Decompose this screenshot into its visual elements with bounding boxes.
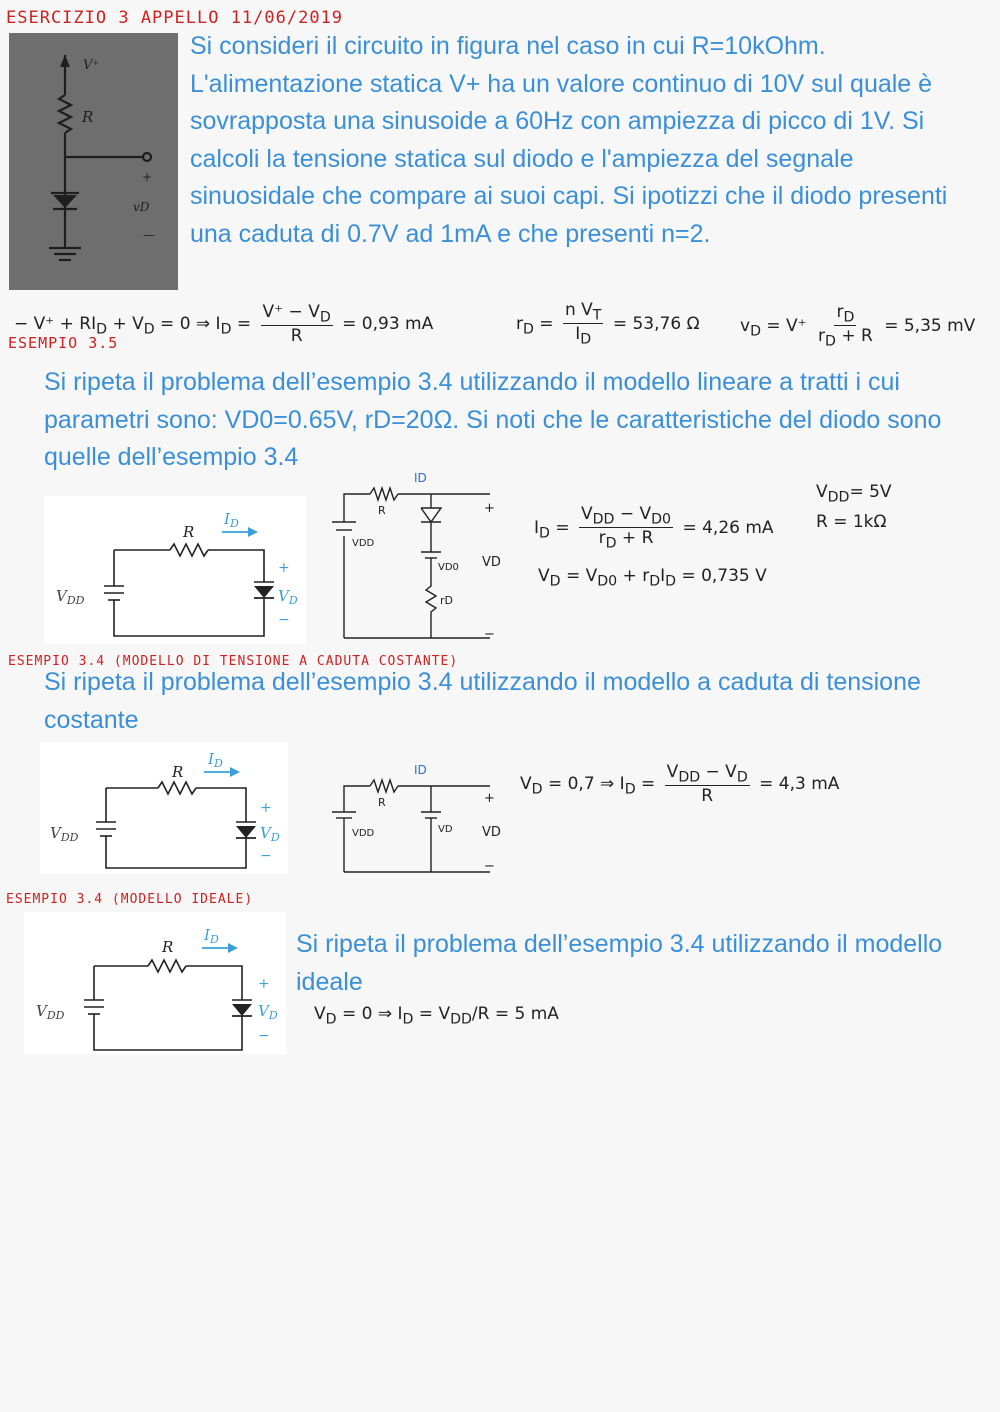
vd-label: vD (133, 200, 150, 214)
book-circuit-figure-2 (40, 742, 288, 874)
hand-circuit-figure-2 (318, 756, 518, 880)
r-label: R (162, 938, 174, 956)
vd-label: VD (482, 555, 501, 570)
vdd-label: VDD (352, 828, 375, 839)
section2-equation-id: $I_D$ = $\frac{V_{DD} - V_{D0}}{r_D + R}$ = 4,26 mA (534, 504, 774, 552)
section1-header: ESERCIZIO 3 APPELLO 11/06/2019 (6, 8, 344, 28)
vd-label: VD (482, 825, 501, 840)
section2-header: ESEMPIO 3.5 (8, 334, 119, 352)
minus-label: − (258, 1028, 270, 1044)
vdd-label: $V_{DD}$ (50, 824, 79, 844)
id-label: ID (414, 763, 427, 777)
vplus-label: V⁺ (83, 58, 100, 73)
r-label: R (172, 763, 184, 781)
plus-label: + (484, 791, 495, 806)
section4-problem-text: Si ripeta il problema dell’esempio 3.4 utilizzando il modello ideale (296, 930, 943, 996)
minus-label: − (278, 612, 290, 628)
rd-label: rD (440, 594, 453, 607)
vd-label: $V_D$ (260, 824, 280, 844)
section4-equation: $V_D = 0$ ⇒ $I_D = V_{DD}/R = 5$ mA (314, 1004, 559, 1028)
circuit-photo-svg (9, 33, 178, 290)
minus-label: − (484, 627, 495, 642)
vdd-label: $V_{DD}$ (56, 587, 85, 607)
section2-given-vdd: $V_{DD}= 5V$ (816, 482, 892, 506)
section2-given-r: R = 1kΩ (816, 512, 887, 532)
vdd-label: $V_{DD}$ (36, 1002, 65, 1022)
id-label: $I_D$ (224, 510, 239, 530)
r-label: R (378, 796, 386, 809)
section4-header: ESEMPIO 3.4 (MODELLO IDEALE) (6, 892, 254, 907)
plus-label: + (260, 800, 272, 816)
minus-label: − (484, 859, 495, 874)
r-label: R (378, 504, 386, 517)
section3-equation: $V_D = 0,7$ ⇒ $I_D$ = $\frac{V_{DD} - V_D}{R}$ = 4,3 mA (520, 762, 840, 807)
vd-small-label: VD (438, 824, 453, 835)
fraction: $\frac{n V_T}{I_D}$ (564, 300, 602, 348)
section1-equation-vd: $v_D = V^+$ $\frac{r_D}{r_D + R}$ = 5,35 mV (740, 302, 976, 350)
circuit-photo-figure (9, 33, 178, 290)
r-label: R (82, 108, 94, 126)
fraction: $\frac{V_{DD} - V_D}{R}$ (666, 762, 748, 807)
r-label: R (183, 523, 195, 541)
section1-equation-rd: $r_D$ = $\frac{n V_T}{I_D}$ = 53,76 Ω (516, 300, 700, 348)
id-label: $I_D$ (204, 926, 219, 946)
section1-equation-kvl: − $V^+ + RI_D + V_D = 0$ ⇒ $I_D$ = $\frac{V^+ - V_D}{R}$ = 0,93 mA (14, 302, 434, 347)
vd-label: $V_D$ (278, 587, 298, 607)
id-label: $I_D$ (208, 750, 223, 770)
section2-problem-text: Si ripeta il problema dell’esempio 3.4 utilizzando il modello lineare a tratti i cui parametri sono: VD0=0.65V, rD=20Ω. Si noti che le caratteristiche del diodo sono quelle dell’esempio 3.4 (44, 368, 942, 471)
hand-circuit-figure-1 (318, 470, 518, 645)
fraction: $\frac{r_D}{r_D + R}$ (818, 302, 873, 350)
section3-header: ESEMPIO 3.4 (MODELLO DI TENSIONE A CADUTA COSTANTE) (8, 654, 459, 669)
plus-label: + (258, 976, 270, 992)
id-label: ID (414, 471, 427, 485)
book-circuit-figure-3 (24, 912, 286, 1054)
vdd-label: VDD (352, 538, 375, 549)
book-circuit-figure-1 (44, 496, 306, 644)
plus-label: + (278, 560, 290, 576)
section1-problem-text: Si consideri il circuito in figura nel caso in cui R=10kOhm. L'alimentazione statica V+ ha un valore continuo di 10V sul quale è sovrapposta una sinusoide a 60Hz con ampiezza di picco di 1V. Si calcoli la tensione statica sul diodo e l'ampiezza del segnale sinuosidale che compare ai suoi capi. Si ipotizzi che il diodo presenti una caduta di 0.7V ad 1mA e che presenti n=2. (190, 32, 948, 248)
fraction: $\frac{V^+ - V_D}{R}$ (262, 302, 331, 347)
fraction: $\frac{V_{DD} - V_{D0}}{r_D + R}$ (580, 504, 672, 552)
plus-label: + (484, 501, 495, 516)
vd-label: $V_D$ (258, 1002, 278, 1022)
plus-label: + (142, 170, 153, 184)
vd0-label: VD0 (438, 562, 459, 573)
minus-label: − (260, 848, 272, 864)
section3-problem-text: Si ripeta il problema dell’esempio 3.4 utilizzando il modello a caduta di tensione costante (44, 668, 921, 734)
minus-label: — (143, 228, 155, 242)
section2-equation-vd: $V_D = V_{D0} + r_DI_D = 0,735$ V (538, 566, 767, 590)
